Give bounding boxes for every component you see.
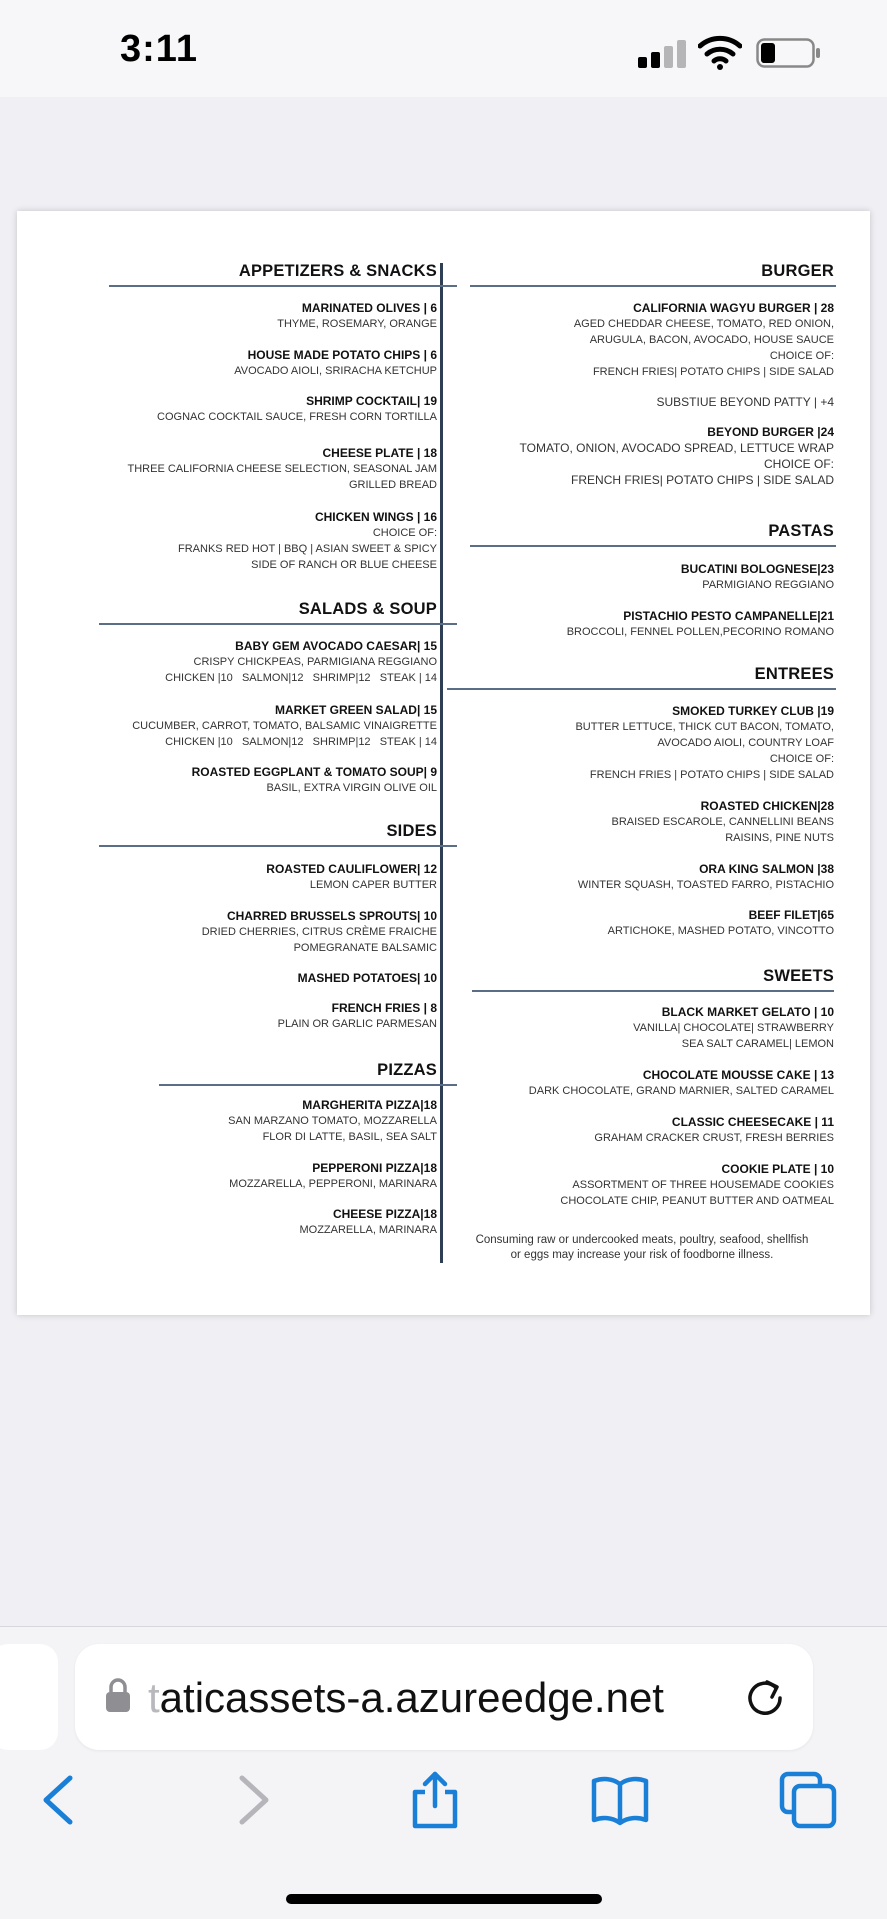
- tabs-icon[interactable]: [778, 1770, 838, 1830]
- menu-item: [578, 861, 834, 893]
- item-title: CALIFORNIA WAGYU BURGER | 28: [633, 301, 834, 315]
- menu-item: [560, 1161, 834, 1209]
- url-prefix: t: [148, 1674, 160, 1721]
- item-title: COOKIE PLATE | 10: [721, 1162, 834, 1176]
- forward-arrow-icon[interactable]: [222, 1770, 282, 1830]
- item-desc: SIDE OF RANCH OR BLUE CHEESE: [251, 559, 437, 571]
- item-title: CHOCOLATE MOUSSE CAKE | 13: [642, 1068, 834, 1082]
- section-rule: [470, 545, 836, 547]
- item-desc: DRIED CHERRIES, CITRUS CRÈME FRAICHE: [201, 926, 437, 938]
- footnote-line: or eggs may increase your risk of foodborne illness.: [510, 1249, 774, 1261]
- bookmarks-icon[interactable]: [590, 1770, 650, 1830]
- menu-item: [128, 445, 438, 493]
- section-rule: [447, 688, 836, 690]
- item-desc: BROCCOLI, FENNEL POLLEN,PECORINO ROMANO: [566, 626, 834, 638]
- item-desc: ASSORTMENT OF THREE HOUSEMADE COOKIES: [572, 1179, 834, 1191]
- cellular-signal-icon: [638, 40, 686, 68]
- item-desc: SAN MARZANO TOMATO, MOZZARELLA: [228, 1115, 437, 1127]
- item-desc: CHICKEN |10 SALMON|12 SHRIMP|12 STEAK | 14: [165, 672, 437, 684]
- item-title: BUCATINI BOLOGNESE|23: [680, 562, 834, 576]
- item-desc: FRANKS RED HOT | BBQ | ASIAN SWEET & SPICY: [178, 543, 437, 555]
- item-title: BLACK MARKET GELATO | 10: [661, 1005, 834, 1019]
- item-title: PEPPERONI PIZZA|18: [312, 1161, 437, 1175]
- item-desc: COGNAC COCKTAIL SAUCE, FRESH CORN TORTILLA: [157, 411, 437, 423]
- menu-item: [277, 300, 437, 332]
- item-title: FRENCH FRIES | 8: [331, 1001, 437, 1015]
- lock-icon: [105, 1677, 131, 1713]
- section-heading-sides: SIDES: [386, 822, 437, 840]
- section-heading-pizzas: PIZZAS: [377, 1061, 437, 1079]
- item-desc: CHOICE OF:: [763, 457, 834, 471]
- item-desc: ARUGULA, BACON, AVOCADO, HOUSE SAUCE: [589, 334, 834, 346]
- menu-item: [266, 861, 437, 893]
- item-title: CHARRED BRUSSELS SPROUTS| 10: [226, 909, 437, 923]
- item-desc: GRAHAM CRACKER CRUST, FRESH BERRIES: [594, 1132, 834, 1144]
- status-time: 3:11: [120, 28, 198, 70]
- menu-item: [229, 1160, 437, 1192]
- item-desc: CHOICE OF:: [372, 527, 437, 539]
- url-domain: aticassets-a.azureedge.net: [159, 1674, 664, 1721]
- section-heading-entrees: ENTREES: [754, 665, 834, 683]
- item-title: MARKET GREEN SALAD| 15: [274, 703, 437, 717]
- item-desc: SUBSTIUE BEYOND PATTY | +4: [656, 395, 834, 409]
- item-desc: AVOCADO AIOLI, COUNTRY LOAF: [657, 737, 834, 749]
- share-icon[interactable]: [405, 1770, 465, 1830]
- item-desc: PLAIN OR GARLIC PARMESAN: [277, 1018, 437, 1030]
- menu-item: [575, 703, 834, 783]
- menu-item: [608, 907, 834, 939]
- item-desc: PARMIGIANO REGGIANO: [702, 579, 834, 591]
- section-heading-salads: SALADS & SOUP: [298, 600, 437, 618]
- menu-item: [157, 393, 437, 425]
- item-desc: CHOICE OF:: [769, 350, 834, 362]
- item-title: MARINATED OLIVES | 6: [301, 301, 437, 315]
- left-menu-column: [87, 211, 437, 1311]
- item-desc: CRISPY CHICKPEAS, PARMIGIANA REGGIANO: [193, 656, 437, 668]
- item-title: BEYOND BURGER |24: [707, 425, 834, 439]
- item-title: CLASSIC CHEESECAKE | 11: [671, 1115, 834, 1129]
- item-title: ROASTED CHICKEN|28: [700, 799, 834, 813]
- item-title: BEEF FILET|65: [748, 908, 834, 922]
- section-heading-burger: BURGER: [761, 262, 834, 280]
- menu-item: [299, 1206, 437, 1238]
- menu-item: [192, 764, 437, 796]
- menu-item: [567, 608, 834, 640]
- item-desc: MOZZARELLA, MARINARA: [299, 1224, 437, 1236]
- section-heading-sweets: SWEETS: [763, 967, 834, 985]
- section-rule: [472, 990, 834, 992]
- item-title: ROASTED CAULIFLOWER| 12: [266, 862, 437, 876]
- item-desc: LEMON CAPER BUTTER: [309, 879, 437, 891]
- battery-icon: [756, 38, 822, 68]
- section-rule: [109, 285, 457, 287]
- item-desc: POMEGRANATE BALSAMIC: [293, 942, 437, 954]
- menu-item: [165, 638, 437, 686]
- url-text[interactable]: [148, 1674, 664, 1722]
- menu-item: [681, 561, 834, 593]
- item-desc: MOZZARELLA, PEPPERONI, MARINARA: [229, 1178, 437, 1190]
- menu-item: [228, 1097, 437, 1145]
- item-desc: AGED CHEDDAR CHEESE, TOMATO, RED ONION,: [573, 318, 834, 330]
- menu-item: [298, 970, 437, 986]
- item-title: MASHED POTATOES| 10: [297, 971, 437, 985]
- menu-item: [633, 1004, 834, 1052]
- back-arrow-icon[interactable]: [30, 1770, 90, 1830]
- menu-item: [234, 347, 437, 379]
- item-desc: GRILLED BREAD: [348, 479, 437, 491]
- section-heading-pastas: PASTAS: [768, 522, 834, 540]
- item-title: CHEESE PIZZA|18: [332, 1207, 437, 1221]
- section-heading-appetizers: APPETIZERS & SNACKS: [238, 262, 437, 280]
- item-desc: CHOCOLATE CHIP, PEANUT BUTTER AND OATMEAL: [560, 1195, 834, 1207]
- item-desc: SEA SALT CARAMEL| LEMON: [681, 1038, 834, 1050]
- item-title: SMOKED TURKEY CLUB |19: [672, 704, 834, 718]
- menu-item: [611, 798, 834, 846]
- menu-item: [594, 1114, 834, 1146]
- item-title: CHEESE PLATE | 18: [322, 446, 437, 460]
- menu-item: [657, 394, 835, 410]
- home-indicator[interactable]: [286, 1894, 602, 1904]
- item-desc: VANILLA| CHOCOLATE| STRAWBERRY: [633, 1022, 834, 1034]
- menu-item: [202, 908, 437, 956]
- item-desc: CHOICE OF:: [769, 753, 834, 765]
- item-desc: DARK CHOCOLATE, GRAND MARNIER, SALTED CARAMEL: [528, 1085, 834, 1097]
- menu-item: [132, 702, 437, 750]
- menu-item: [520, 424, 835, 488]
- item-title: PISTACHIO PESTO CAMPANELLE|21: [623, 609, 834, 623]
- item-title: ROASTED EGGPLANT & TOMATO SOUP| 9: [191, 765, 437, 779]
- column-divider: [440, 263, 443, 1263]
- foodborne-illness-footnote: [452, 1233, 832, 1263]
- item-desc: FLOR DI LATTE, BASIL, SEA SALT: [262, 1131, 437, 1143]
- item-desc: RAISINS, PINE NUTS: [725, 832, 834, 844]
- menu-item: [278, 1000, 437, 1032]
- section-rule: [99, 623, 457, 625]
- item-title: MARGHERITA PIZZA|18: [302, 1098, 437, 1112]
- item-desc: BUTTER LETTUCE, THICK CUT BACON, TOMATO,: [575, 721, 834, 733]
- status-bar: [0, 0, 887, 97]
- item-desc: BRAISED ESCAROLE, CANNELLINI BEANS: [611, 816, 834, 828]
- item-desc: FRENCH FRIES | POTATO CHIPS | SIDE SALAD: [589, 769, 834, 781]
- menu-document: [17, 211, 870, 1315]
- item-desc: BASIL, EXTRA VIRGIN OLIVE OIL: [266, 782, 437, 794]
- item-desc: WINTER SQUASH, TOASTED FARRO, PISTACHIO: [577, 879, 834, 891]
- wifi-icon: [698, 34, 742, 70]
- right-menu-column: [472, 211, 834, 1311]
- item-desc: FRENCH FRIES| POTATO CHIPS | SIDE SALAD: [592, 366, 834, 378]
- item-title: HOUSE MADE POTATO CHIPS | 6: [247, 348, 437, 362]
- item-title: SHRIMP COCKTAIL| 19: [306, 394, 437, 408]
- section-rule: [470, 285, 836, 287]
- item-title: BABY GEM AVOCADO CAESAR| 15: [235, 639, 437, 653]
- section-rule: [99, 845, 457, 847]
- item-title: ORA KING SALMON |38: [699, 862, 834, 876]
- item-desc: AVOCADO AIOLI, SRIRACHA KETCHUP: [234, 365, 437, 377]
- menu-item: [178, 509, 437, 573]
- item-desc: CUCUMBER, CARROT, TOMATO, BALSAMIC VINAIGRETTE: [132, 720, 437, 732]
- menu-item: [574, 300, 834, 380]
- menu-item: [529, 1067, 834, 1099]
- footnote-line: Consuming raw or undercooked meats, poultry, seafood, shellfish: [475, 1234, 809, 1246]
- previous-tab-preview[interactable]: [0, 1644, 58, 1750]
- item-desc: THREE CALIFORNIA CHEESE SELECTION, SEASONAL JAM: [127, 463, 437, 475]
- address-bar[interactable]: [75, 1644, 813, 1750]
- item-title: CHICKEN WINGS | 16: [314, 510, 437, 524]
- item-desc: TOMATO, ONION, AVOCADO SPREAD, LETTUCE WRAP: [519, 441, 834, 455]
- item-desc: ARTICHOKE, MASHED POTATO, VINCOTTO: [607, 925, 834, 937]
- item-desc: THYME, ROSEMARY, ORANGE: [277, 318, 437, 330]
- section-rule: [159, 1084, 457, 1086]
- item-desc: FRENCH FRIES| POTATO CHIPS | SIDE SALAD: [571, 473, 834, 487]
- reload-icon[interactable]: [743, 1674, 787, 1718]
- item-desc: CHICKEN |10 SALMON|12 SHRIMP|12 STEAK | 14: [165, 736, 437, 748]
